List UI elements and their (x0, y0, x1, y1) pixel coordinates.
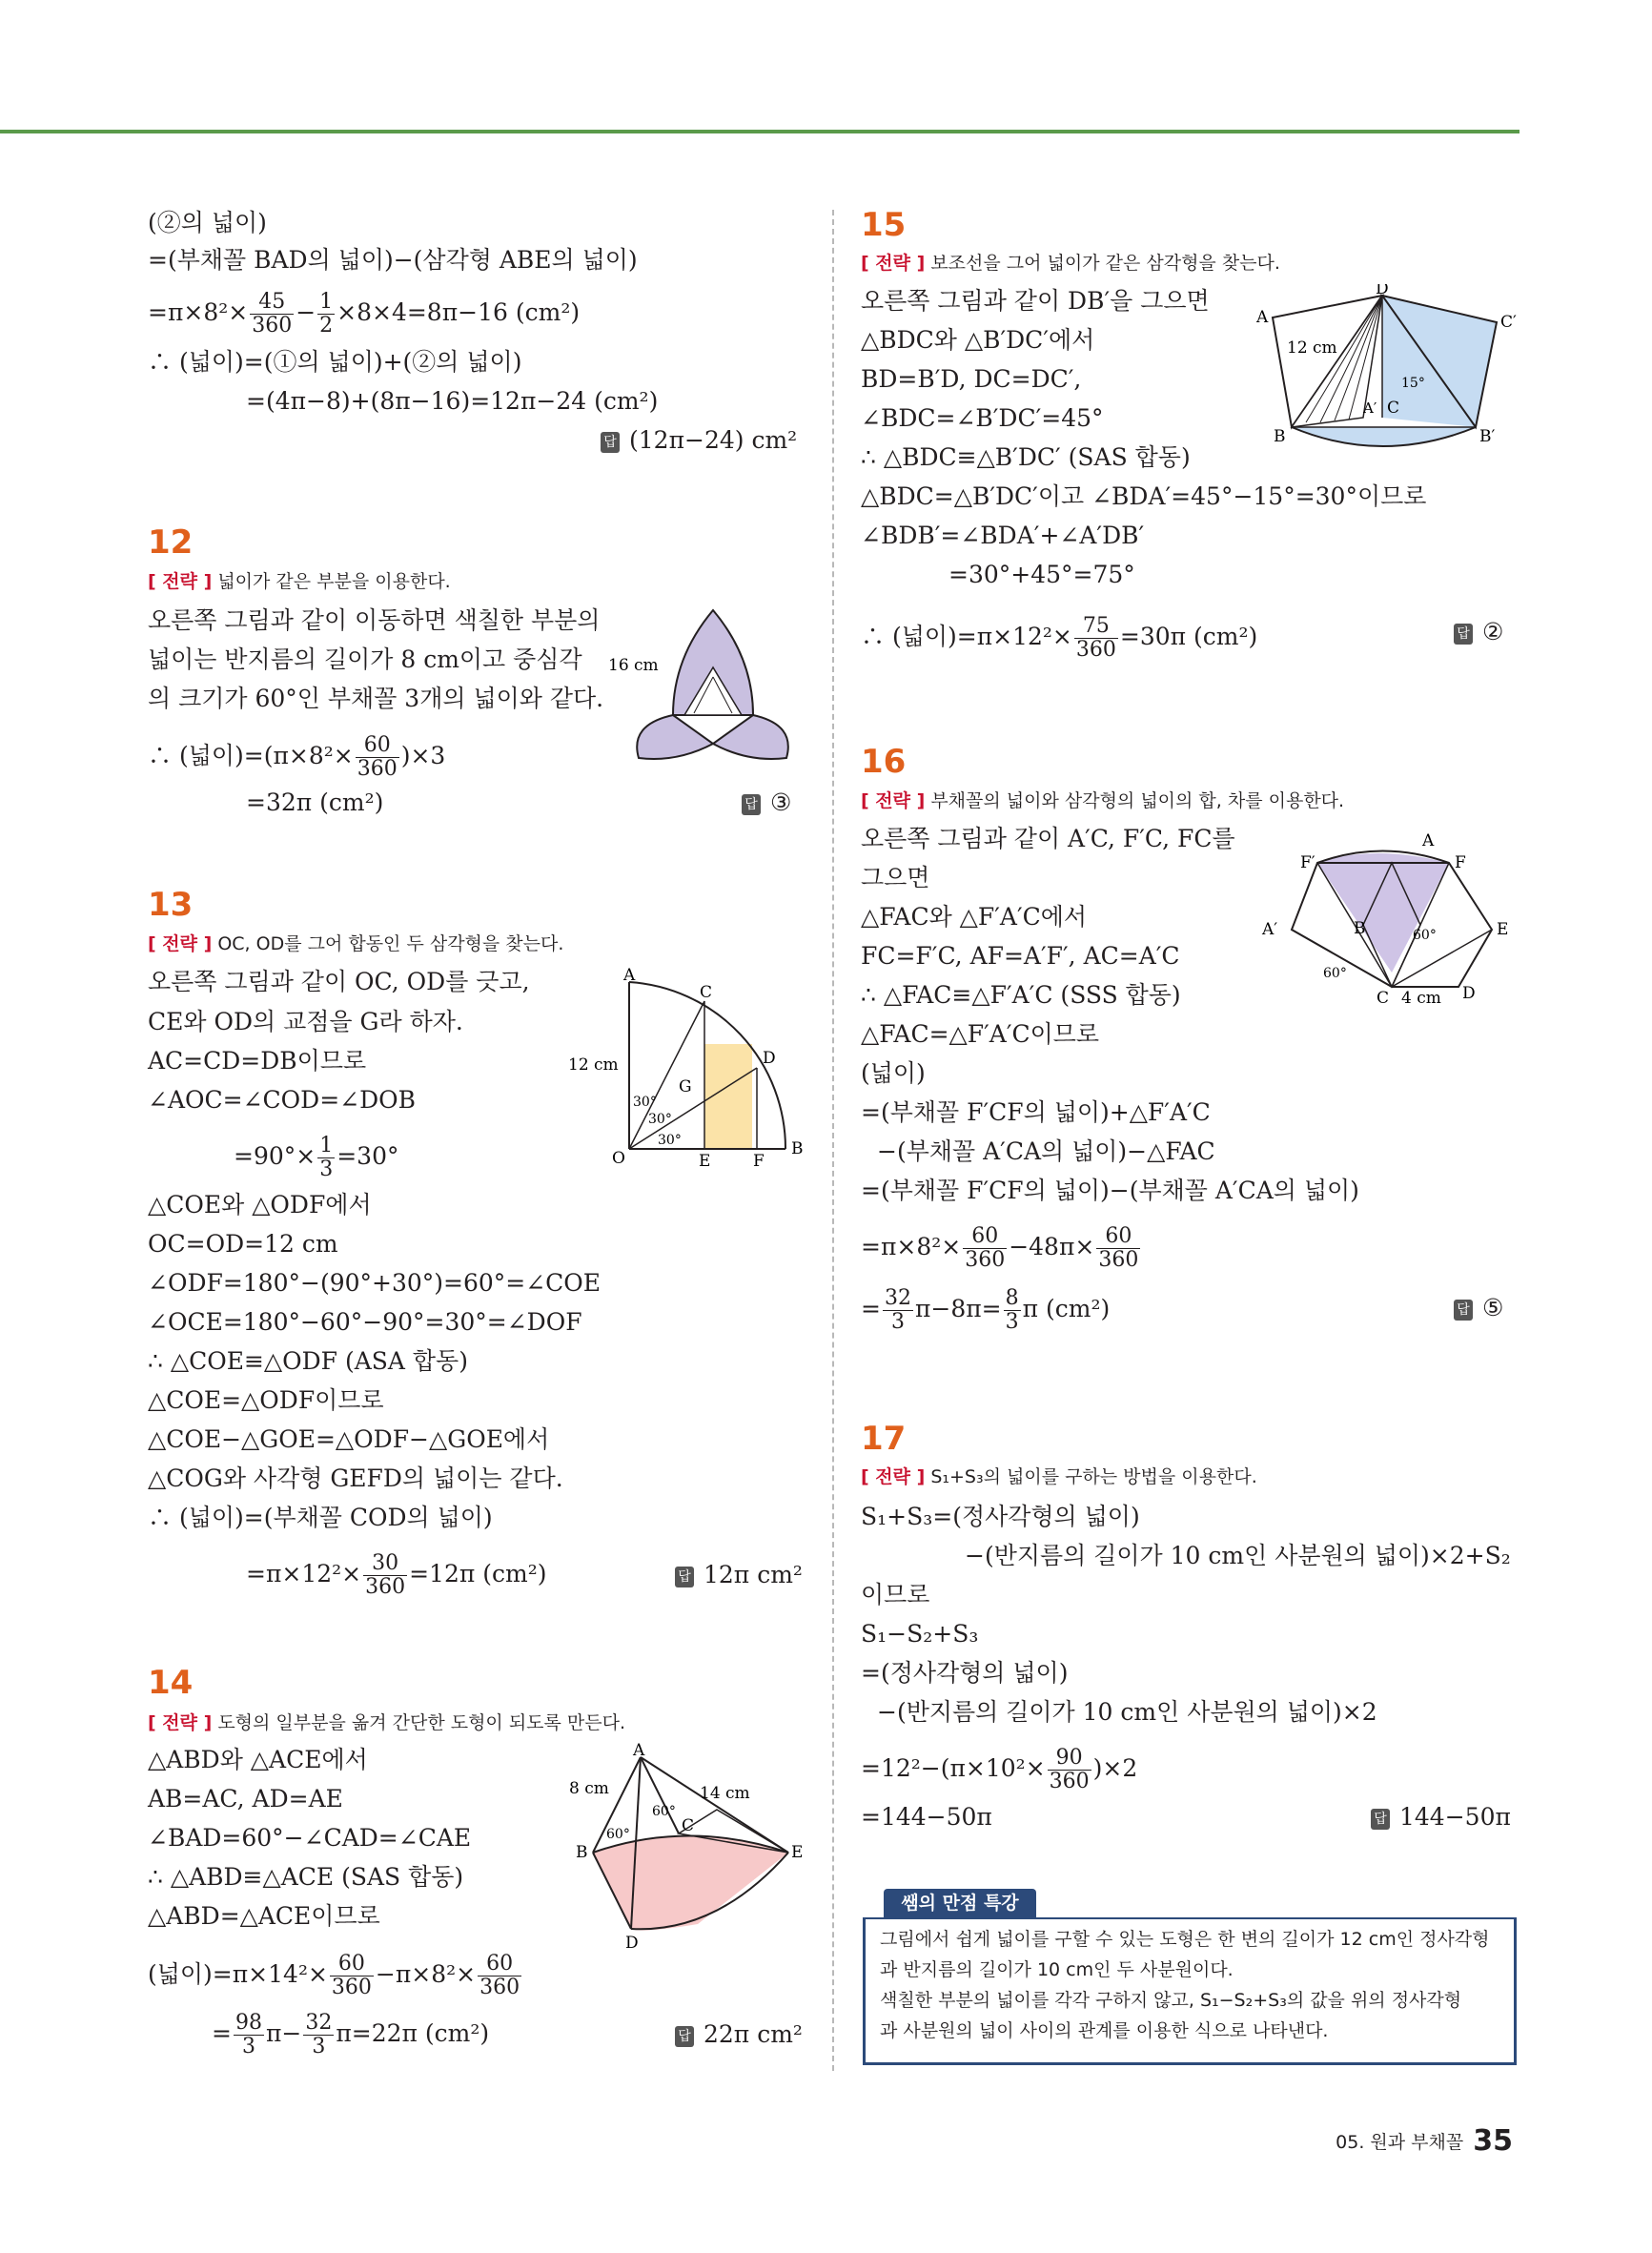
svg-text:A: A (633, 1743, 645, 1760)
svg-text:E: E (791, 1843, 803, 1862)
svg-text:E: E (699, 1152, 711, 1168)
chapter-title: 05. 원과 부채꼴 (1336, 2132, 1464, 2153)
svg-text:B: B (791, 1139, 804, 1158)
text-line: △COE−△GOE=△ODF−△GOE에서 (148, 1425, 550, 1453)
figure-label: 8 cm (569, 1779, 609, 1798)
text-line: △FAC=△F′A′C이므로 (861, 1020, 1100, 1048)
svg-text:30°: 30° (633, 1095, 657, 1110)
text-line: (넓이) (861, 1059, 926, 1087)
text-line: ∠AOC=∠COD=∠DOB (148, 1086, 416, 1114)
text-line: =(4π−8)+(8π−16)=12π−24 (cm²) (246, 387, 659, 415)
text-line: AB=AC, AD=AE (148, 1785, 343, 1813)
text-line: =(부채꼴 F′CF의 넓이)−(부채꼴 A′CA의 넓이) (861, 1177, 1359, 1204)
answer: 답 ③ (742, 788, 791, 818)
page-footer (1336, 2124, 1513, 2158)
svg-text:D: D (1462, 984, 1476, 1003)
text-line: 오른쪽 그림과 같이 OC, OD를 긋고, (148, 968, 530, 995)
fraction: $\frac{1}{3}$ (319, 1134, 334, 1181)
figure-15 (1249, 284, 1520, 464)
fraction: $\frac{60}{360}$ (331, 1952, 372, 1999)
svg-text:B: B (1274, 427, 1286, 446)
answer: 답 (12π−24) cm² (601, 425, 797, 456)
formula-line: ∴ (넓이)=(π×8²× $\frac{60}{360}$ )×3 (148, 733, 446, 781)
text-line: =30°+45°=75° (948, 561, 1135, 588)
column-divider (832, 210, 834, 2071)
fraction: $\frac{60}{360}$ (479, 1952, 520, 1999)
text-line: AC=CD=DB이므로 (148, 1047, 367, 1075)
fraction: $\frac{60}{360}$ (357, 733, 398, 781)
problem-number: 17 (861, 1420, 907, 1458)
text-line: OC=OD=12 cm (148, 1230, 338, 1258)
svg-text:C: C (1387, 399, 1400, 418)
svg-text:C: C (700, 983, 713, 1002)
strategy: [ 전략 ] 부채꼴의 넓이와 삼각형의 넓이의 합, 차를 이용한다. (861, 790, 1345, 811)
text-line: S₁−S₂+S₃ (861, 1620, 979, 1648)
svg-text:F: F (753, 1152, 765, 1168)
text-line: △COG와 사각형 GEFD의 넓이는 같다. (148, 1464, 563, 1492)
svg-text:A: A (1256, 308, 1269, 327)
strategy: [ 전략 ] 도형의 일부분을 옮겨 간단한 도형이 되도록 만든다. (148, 1712, 626, 1733)
answer: 답 22π cm² (675, 2019, 803, 2050)
tip-line: 그림에서 쉽게 넓이를 구할 수 있는 도형은 한 변의 길이가 12 cm인 정사각형 (880, 1929, 1490, 1950)
text-line: CE와 OD의 교점을 G라 하자. (148, 1008, 463, 1035)
tip-line: 과 사분원의 넓이 사이의 관계를 이용한 식으로 나타낸다. (880, 2020, 1329, 2041)
formula-part: =π×8²× (148, 298, 249, 326)
problem-number: 13 (148, 886, 194, 924)
text-line: ∴ △FAC≡△F′A′C (SSS 합동) (861, 981, 1181, 1009)
text-line: =144−50π (861, 1803, 992, 1831)
problem-number: 15 (861, 206, 907, 244)
problem-number: 14 (148, 1664, 194, 1702)
text-line: △COE와 △ODF에서 (148, 1191, 372, 1219)
svg-text:C: C (1377, 989, 1390, 1006)
text-line: ∴ △BDC≡△B′DC′ (SAS 합동) (861, 443, 1191, 471)
figure-label: 14 cm (700, 1784, 750, 1803)
fraction: $\frac{8}{3}$ (1005, 1286, 1019, 1334)
figure-12 (610, 601, 815, 771)
text-line: S₁+S₃=(정사각형의 넓이) (861, 1503, 1140, 1530)
figure-label: 12 cm (1287, 338, 1337, 358)
svg-text:60°: 60° (1413, 928, 1437, 943)
text-line: BD=B′D, DC=DC′, (861, 365, 1082, 393)
svg-text:C′: C′ (1500, 313, 1517, 332)
strategy: [ 전략 ] 보조선을 그어 넓이가 같은 삼각형을 찾는다. (861, 253, 1280, 274)
text-line: −(반지름의 길이가 10 cm인 사분원의 넓이)×2 (877, 1698, 1377, 1726)
svg-text:60°: 60° (1323, 966, 1347, 981)
svg-text:60°: 60° (652, 1804, 676, 1819)
text-line: =(부채꼴 BAD의 넓이)−(삼각형 ABE의 넓이) (148, 246, 638, 274)
fraction: $\frac{32}{3}$ (305, 2011, 333, 2058)
problem-number: 16 (861, 743, 907, 781)
text-line: △COE=△ODF이므로 (148, 1386, 384, 1414)
tip-title: 쌤의 만점 특강 (884, 1889, 1036, 1917)
text-line: ∠BDC=∠B′DC′=45° (861, 404, 1104, 432)
formula-line: = $\frac{98}{3}$ π− $\frac{32}{3}$ π=22π (cm²) (212, 2011, 490, 2058)
fraction: $\frac{30}{360}$ (365, 1551, 406, 1599)
tip-line: 색칠한 부분의 넓이를 각각 구하지 않고, S₁−S₂+S₃의 값을 위의 정사각형 (880, 1990, 1462, 2011)
text-line: =(정사각형의 넓이) (861, 1659, 1069, 1687)
fraction: $\frac{1}{2}$ (319, 290, 334, 338)
strategy: [ 전략 ] OC, OD를 그어 합동인 두 삼각형을 찾는다. (148, 933, 564, 954)
answer: 답 ② (1454, 617, 1503, 647)
text-line: ∴ (넓이)=(부채꼴 COD의 넓이) (148, 1504, 493, 1531)
answer: 답 144−50π (1371, 1802, 1511, 1833)
svg-text:D: D (1376, 284, 1389, 298)
text-line: 오른쪽 그림과 같이 DB′을 그으면 (861, 287, 1210, 315)
fraction: $\frac{60}{360}$ (1098, 1224, 1139, 1272)
svg-text:A′: A′ (1363, 399, 1377, 417)
formula-line: =π×12²× $\frac{30}{360}$ =12π (cm²) (246, 1551, 547, 1599)
svg-text:A′: A′ (1262, 920, 1278, 939)
page-number: 35 (1473, 2124, 1513, 2158)
text-line: −(부채꼴 A′CA의 넓이)−△FAC (877, 1137, 1215, 1165)
text-line: 이므로 (861, 1581, 930, 1608)
text-line: 오른쪽 그림과 같이 A′C, F′C, FC를 (861, 825, 1235, 852)
fraction: $\frac{90}{360}$ (1049, 1746, 1090, 1793)
text-line: △ABD와 △ACE에서 (148, 1746, 368, 1773)
svg-text:A: A (623, 966, 636, 985)
svg-text:B′: B′ (1479, 427, 1496, 446)
text-line: 오른쪽 그림과 같이 이동하면 색칠한 부분의 (148, 606, 601, 634)
figure-14 (564, 1743, 803, 1961)
svg-text:15°: 15° (1401, 376, 1425, 391)
svg-text:D: D (763, 1049, 776, 1068)
figure-16 (1258, 825, 1511, 1010)
svg-text:B: B (1354, 919, 1366, 938)
text-line: ∴ △ABD≡△ACE (SAS 합동) (148, 1863, 464, 1891)
strategy: [ 전략 ] S₁+S₃의 넓이를 구하는 방법을 이용한다. (861, 1466, 1257, 1487)
text-line: 의 크기가 60°인 부채꼴 3개의 넓이와 같다. (148, 685, 604, 712)
text-line: =32π (cm²) (246, 789, 384, 816)
svg-text:O: O (612, 1149, 625, 1168)
header-rule (0, 130, 1519, 133)
formula-line: =90°× $\frac{1}{3}$ =30° (234, 1134, 399, 1181)
figure-label: 4 cm (1401, 989, 1441, 1006)
text-line: △BDC와 △B′DC′에서 (861, 326, 1095, 354)
strategy: [ 전략 ] 넓이가 같은 부분을 이용한다. (148, 571, 451, 592)
formula-line: ∴ (넓이)=π×12²× $\frac{75}{360}$ =30π (cm²) (861, 614, 1258, 662)
tip-box (863, 1889, 1515, 2063)
svg-text:A: A (1422, 831, 1435, 850)
text-line: ∠ODF=180°−(90°+30°)=60°=∠COE (148, 1269, 602, 1297)
svg-text:F′: F′ (1300, 853, 1315, 872)
fraction: $\frac{60}{360}$ (965, 1224, 1006, 1272)
formula-line: (넓이)=π×14²× $\frac{60}{360}$ −π×8²× $\frac{60}{360}$ (148, 1952, 520, 1999)
svg-text:C: C (682, 1816, 695, 1835)
fraction: $\frac{45}{360}$ (252, 290, 293, 338)
svg-text:30°: 30° (648, 1112, 672, 1127)
text-line: (②의 넓이) (148, 209, 267, 236)
formula-line: =12²−(π×10²× $\frac{90}{360}$ )×2 (861, 1746, 1138, 1793)
svg-text:30°: 30° (658, 1133, 682, 1148)
fraction: $\frac{98}{3}$ (235, 2011, 262, 2058)
formula-line: =π×8²× $\frac{45}{360}$ − $\frac{1}{2}$ ×8×4=8π−16 (cm²) (148, 290, 581, 338)
text-line: △ABD=△ACE이므로 (148, 1902, 380, 1930)
tip-line: 과 반지름의 길이가 10 cm인 두 사분원이다. (880, 1959, 1234, 1980)
answer: 답 ⑤ (1454, 1293, 1503, 1323)
text-line: 넓이는 반지름의 길이가 8 cm이고 중심각 (148, 645, 582, 673)
text-line: △BDC=△B′DC′이고 ∠BDA′=45°−15°=30°이므로 (861, 482, 1427, 510)
figure-label: 16 cm (610, 656, 659, 675)
text-line: 그으면 (861, 864, 930, 891)
svg-text:D: D (625, 1934, 639, 1953)
formula-line: =π×8²× $\frac{60}{360}$ −48π× $\frac{60}{360}$ (861, 1224, 1139, 1272)
text-line: ∠OCE=180°−60°−90°=30°=∠DOF (148, 1308, 582, 1336)
fraction: $\frac{75}{360}$ (1075, 614, 1116, 662)
text-line: ∴ (넓이)=(①의 넓이)+(②의 넓이) (148, 348, 522, 376)
figure-label: 12 cm (568, 1055, 619, 1075)
svg-text:G: G (679, 1077, 692, 1096)
figure-13 (566, 963, 805, 1172)
text-line: =(부채꼴 F′CF의 넓이)+△F′A′C (861, 1098, 1211, 1126)
answer: 답 12π cm² (675, 1560, 803, 1590)
text-line: ∠BAD=60°−∠CAD=∠CAE (148, 1824, 472, 1852)
svg-text:E: E (1497, 920, 1509, 939)
svg-text:60°: 60° (606, 1827, 630, 1842)
svg-text:B: B (576, 1843, 588, 1862)
fraction: $\frac{32}{3}$ (884, 1286, 911, 1334)
text-line: ∴ △COE≡△ODF (ASA 합동) (148, 1347, 468, 1375)
text-line: FC=F′C, AF=A′F′, AC=A′C (861, 942, 1180, 970)
text-line: ∠BDB′=∠BDA′+∠A′DB′ (861, 522, 1145, 549)
formula-part: ×8×4=8π−16 (cm²) (337, 298, 581, 326)
text-line: △FAC와 △F′A′C에서 (861, 903, 1088, 931)
text-line: −(반지름의 길이가 10 cm인 사분원의 넓이)×2+S₂ (965, 1542, 1511, 1569)
formula-line: = $\frac{32}{3}$ π−8π= $\frac{8}{3}$ π (cm²) (861, 1286, 1111, 1334)
svg-text:F: F (1455, 853, 1466, 872)
problem-number: 12 (148, 523, 194, 562)
